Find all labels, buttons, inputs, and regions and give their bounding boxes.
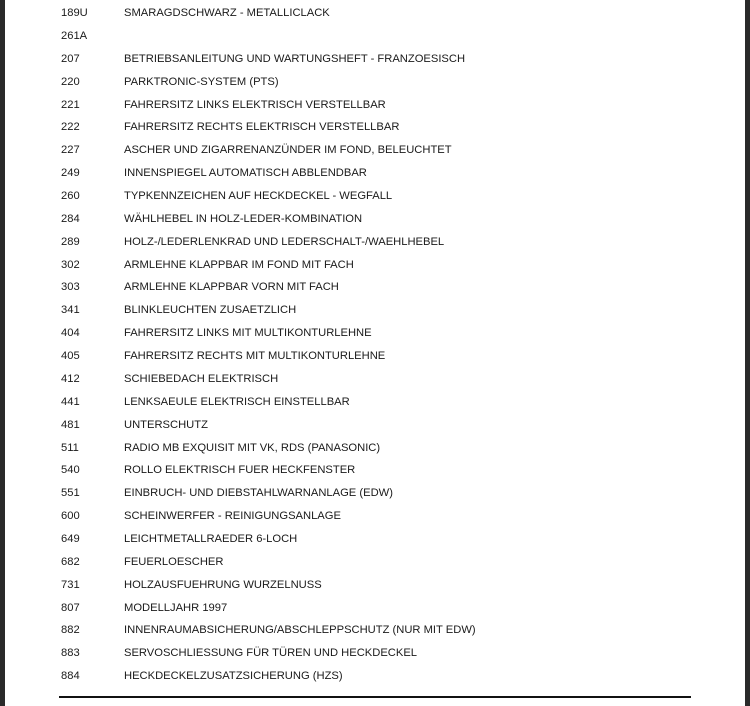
option-description: TYPKENNZEICHEN AUF HECKDECKEL - WEGFALL <box>124 190 393 202</box>
option-code: 884 <box>61 670 80 682</box>
option-code: 404 <box>61 327 80 339</box>
option-description: ASCHER UND ZIGARRENANZÜNDER IM FOND, BELEUCHTET <box>124 144 452 156</box>
option-description: ARMLEHNE KLAPPBAR VORN MIT FACH <box>124 281 339 293</box>
option-code: 189U <box>61 7 88 19</box>
option-code: 551 <box>61 487 80 499</box>
option-code: 649 <box>61 533 80 545</box>
option-description: SMARAGDSCHWARZ - METALLICLACK <box>124 7 330 19</box>
option-description: BLINKLEUCHTEN ZUSAETZLICH <box>124 304 297 316</box>
option-code: 222 <box>61 121 80 133</box>
option-code: 441 <box>61 396 80 408</box>
option-code: 341 <box>61 304 80 316</box>
option-code: 883 <box>61 647 80 659</box>
option-description: SERVOSCHLIESSUNG FÜR TÜREN UND HECKDECKEL <box>124 647 418 659</box>
option-description: SCHEINWERFER - REINIGUNGSANLAGE <box>124 510 341 522</box>
option-code: 261A <box>61 30 88 42</box>
option-description: FAHRERSITZ LINKS MIT MULTIKONTURLEHNE <box>124 327 372 339</box>
option-description: HECKDECKELZUSATZSICHERUNG (HZS) <box>124 670 343 682</box>
option-description: EINBRUCH- UND DIEBSTAHLWARNANLAGE (EDW) <box>124 487 393 499</box>
option-code: 221 <box>61 99 80 111</box>
option-code: 682 <box>61 556 80 568</box>
document-page <box>5 0 745 706</box>
option-code: 207 <box>61 53 80 65</box>
option-code: 227 <box>61 144 80 156</box>
option-code: 511 <box>61 442 79 454</box>
option-description: WÄHLHEBEL IN HOLZ-LEDER-KOMBINATION <box>124 213 363 225</box>
option-code: 882 <box>61 624 80 636</box>
option-description: HOLZ-/LEDERLENKRAD UND LEDERSCHALT-/WAEHLHEBEL <box>124 236 445 248</box>
option-description: FAHRERSITZ LINKS ELEKTRISCH VERSTELLBAR <box>124 99 386 111</box>
option-description: FEUERLOESCHER <box>124 556 224 568</box>
option-code: 807 <box>61 602 80 614</box>
option-code: 289 <box>61 236 80 248</box>
option-description: BETRIEBSANLEITUNG UND WARTUNGSHEFT - FRANZOESISCH <box>124 53 466 65</box>
bottom-divider <box>59 696 691 698</box>
option-code: 540 <box>61 464 80 476</box>
option-description: HOLZAUSFUEHRUNG WURZELNUSS <box>124 579 322 591</box>
option-description: SCHIEBEDACH ELEKTRISCH <box>124 373 279 385</box>
option-code: 220 <box>61 76 80 88</box>
option-code: 412 <box>61 373 80 385</box>
option-description: LENKSAEULE ELEKTRISCH EINSTELLBAR <box>124 396 350 408</box>
option-description: UNTERSCHUTZ <box>124 419 208 431</box>
option-description: MODELLJAHR 1997 <box>124 602 228 614</box>
option-description: ROLLO ELEKTRISCH FUER HECKFENSTER <box>124 464 356 476</box>
option-code: 284 <box>61 213 80 225</box>
option-description: ARMLEHNE KLAPPBAR IM FOND MIT FACH <box>124 259 354 271</box>
option-description: INNENRAUMABSICHERUNG/ABSCHLEPPSCHUTZ (NUR MIT EDW) <box>124 624 476 636</box>
option-code: 303 <box>61 281 80 293</box>
option-code: 731 <box>61 579 80 591</box>
option-description: FAHRERSITZ RECHTS ELEKTRISCH VERSTELLBAR <box>124 121 400 133</box>
option-description: RADIO MB EXQUISIT MIT VK, RDS (PANASONIC) <box>124 442 381 454</box>
option-code: 249 <box>61 167 80 179</box>
option-description: PARKTRONIC-SYSTEM (PTS) <box>124 76 279 88</box>
option-description: LEICHTMETALLRAEDER 6-LOCH <box>124 533 298 545</box>
option-code: 302 <box>61 259 80 271</box>
option-code: 600 <box>61 510 80 522</box>
option-description: INNENSPIEGEL AUTOMATISCH ABBLENDBAR <box>124 167 367 179</box>
option-code: 260 <box>61 190 80 202</box>
option-code: 481 <box>61 419 80 431</box>
option-description: FAHRERSITZ RECHTS MIT MULTIKONTURLEHNE <box>124 350 386 362</box>
option-code: 405 <box>61 350 80 362</box>
